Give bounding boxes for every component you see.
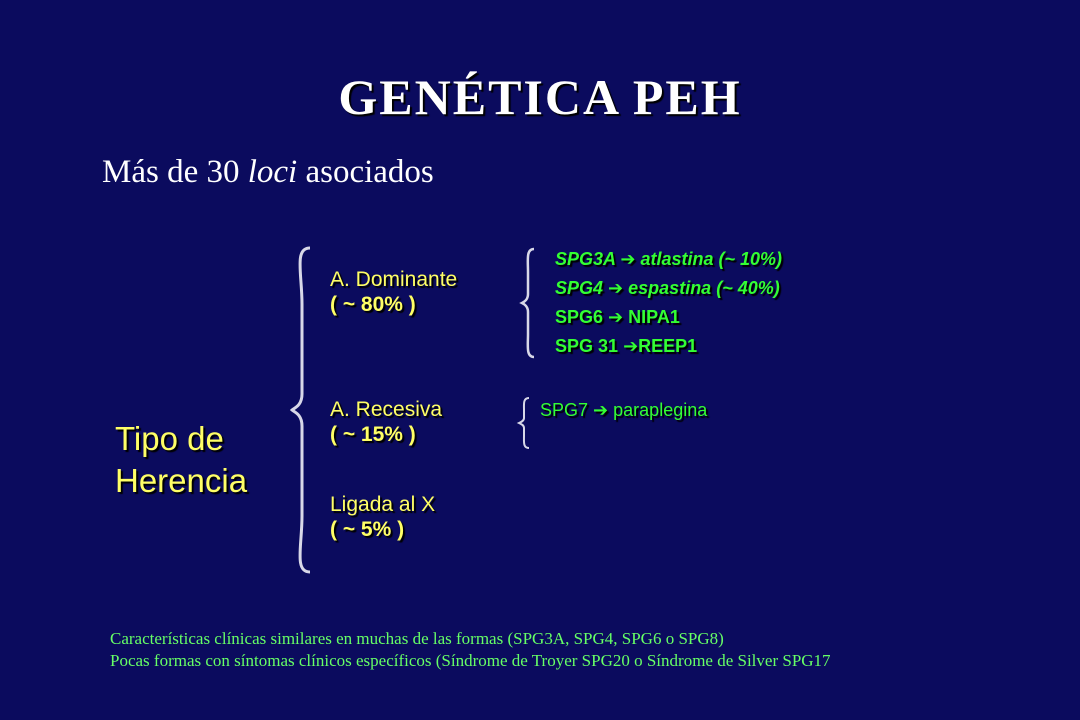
arrow-right-icon: ➔ [623, 336, 639, 356]
footer-line: Pocas formas con síntomas clínicos específicos (Síndrome de Troyer SPG20 o Síndrome de Silver SPG17 [110, 651, 831, 670]
herencia-line-2: Herencia [115, 462, 248, 499]
subtitle-prefix: Más de 30 [102, 154, 248, 190]
slide-subtitle [102, 154, 434, 191]
herencia-line-1: Tipo de [115, 420, 224, 457]
footer-line: Características clínicas similares en muchas de las formas (SPG3A, SPG4, SPG6 o SPG8) [110, 629, 724, 648]
slide-title: GENÉTICA PEH [338, 69, 742, 125]
big-brace [288, 244, 318, 576]
category-recesiva [330, 397, 442, 447]
gene-protein: REEP1 [638, 336, 698, 356]
gene-locus: SPG3A [555, 249, 616, 269]
gene-row [555, 305, 680, 330]
gene-protein: paraplegina [613, 400, 708, 420]
gene-row [555, 334, 697, 359]
gene-row [555, 276, 780, 301]
gene-protein: espastina (~ 40%) [628, 278, 780, 298]
category-pct: ( ~ 15% ) [330, 423, 416, 446]
gene-protein: NIPA1 [628, 307, 680, 327]
subtitle-suffix: asociados [297, 154, 434, 190]
dominant-brace [518, 246, 538, 360]
gene-locus: SPG4 [555, 278, 604, 298]
gene-protein: atlastina (~ 10%) [640, 249, 783, 269]
arrow-right-icon: ➔ [593, 400, 609, 420]
category-dominante [330, 267, 457, 317]
gene-locus: SPG7 [540, 400, 589, 420]
arrow-right-icon: ➔ [620, 249, 636, 269]
recessive-brace [515, 396, 533, 450]
category-pct: ( ~ 5% ) [330, 518, 405, 541]
category-name: A. Recesiva [330, 398, 443, 421]
arrow-right-icon: ➔ [608, 278, 624, 298]
herencia-label [115, 418, 247, 502]
arrow-right-icon: ➔ [608, 307, 624, 327]
gene-locus: SPG 31 [555, 336, 619, 356]
gene-row [540, 398, 707, 423]
category-pct: ( ~ 80% ) [330, 293, 416, 316]
category-name: Ligada al X [330, 493, 436, 516]
category-name: A. Dominante [330, 268, 458, 291]
gene-locus: SPG6 [555, 307, 604, 327]
category-ligada-x [330, 492, 435, 542]
footer-notes [110, 628, 831, 672]
subtitle-italic: loci [247, 154, 298, 190]
gene-row [555, 247, 782, 272]
